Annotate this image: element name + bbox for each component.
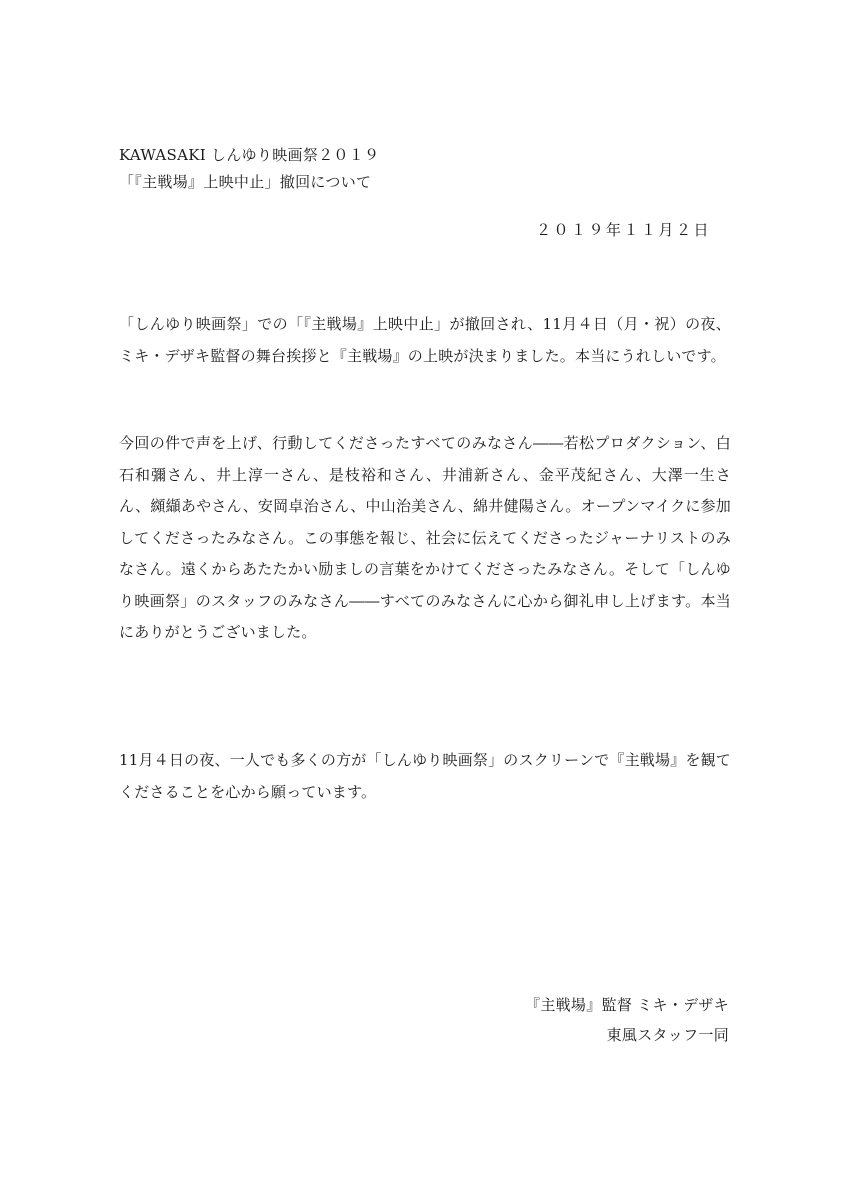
signature-staff: 東風スタッフ一同	[606, 1026, 729, 1044]
heading-festival-title: KAWASAKI しんゆり映画祭２０１９	[119, 146, 380, 164]
paragraph-closing: 11月４日の夜、一人でも多くの方が「しんゆり映画祭」のスクリーンで『主戦場』を観てくださることを心から願っています。	[119, 751, 731, 801]
paragraph-announcement: 「しんゆり映画祭」での「『主戦場』上映中止」が撤回され、11月４日（月・祝）の夜、ミキ・デザキ監督の舞台挨拶と『主戦場』の上映が決まりました。本当にうれしいです。	[119, 315, 731, 365]
paragraph-thanks: 今回の件で声を上げ、行動してくださったすべてのみなさん――若松プロダクション、白石和彌さん、井上淳一さん、是枝裕和さん、井浦新さん、金平茂紀さん、大澤一生さん、纐纈あやさん、安岡卓治さん、中山治美さん、綿井健陽さん。オープンマイクに参加してくださったみなさん。この事態を報じ、社会に伝えてくださったジャーナリストのみなさん。遠くからあたたかい励ましの言葉をかけてくださったみなさん。そして「しんゆり映画祭」のスタッフのみなさん――すべてのみなさんに心から御礼申し上げます。本当にありがとうございました。	[119, 434, 731, 641]
document-date: ２０１９年１１月２日	[535, 221, 711, 239]
document-heading	[119, 142, 379, 196]
heading-subject: 「『主戦場』上映中止」撤回について	[119, 173, 372, 191]
signature-director: 『主戦場』監督 ミキ・デザキ	[525, 996, 729, 1014]
signature-block	[525, 990, 729, 1050]
